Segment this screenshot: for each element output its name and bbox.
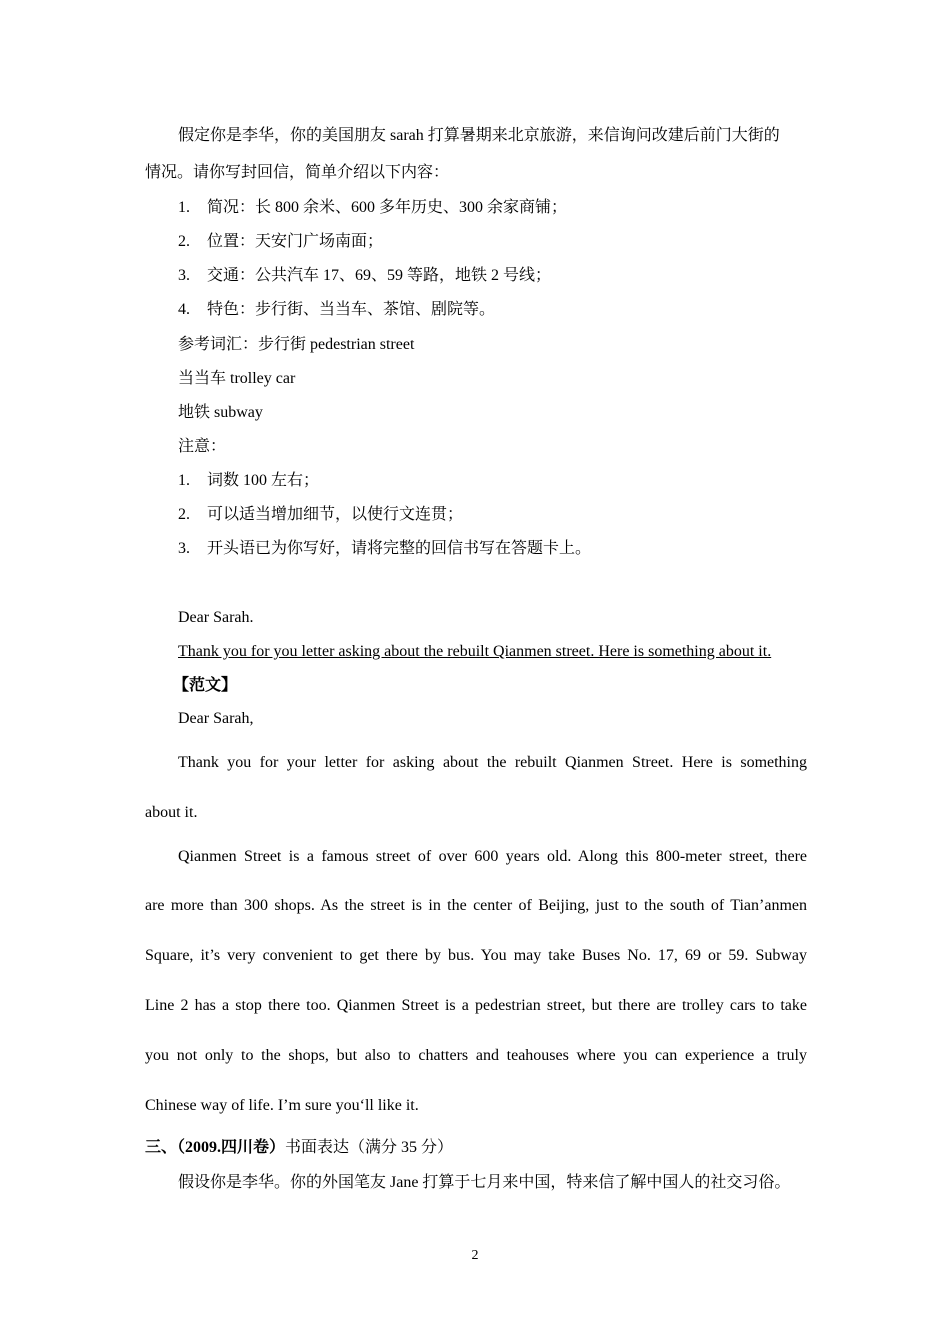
point-1 bbox=[178, 198, 807, 218]
intro-line-1: 假定你是李华，你的美国朋友 sarah 打算暑期来北京旅游，来信询问改建后前门大街的 bbox=[178, 127, 780, 144]
point-number: 3. bbox=[178, 267, 190, 284]
point-number: 4. bbox=[178, 301, 190, 318]
opening-salutation: Dear Sarah. bbox=[178, 609, 254, 626]
sample-p1-line-2: about it. bbox=[145, 804, 198, 821]
notes-title: 注意： bbox=[178, 438, 227, 455]
point-2 bbox=[178, 232, 807, 252]
note-number: 2. bbox=[178, 506, 190, 523]
sample-p2-line-5: you not only to the shops, but also to chatters and teahouses where you can experience a truly bbox=[145, 1047, 807, 1064]
section3-line: 假设你是李华。你的外国笔友 Jane 打算于七月来中国，特来信了解中国人的社交习俗。 bbox=[178, 1174, 791, 1191]
point-number: 1. bbox=[178, 199, 190, 216]
note-1 bbox=[178, 471, 807, 491]
section3-rest: 书面表达（满分 35 分） bbox=[285, 1139, 454, 1156]
section3-heading bbox=[145, 1138, 807, 1158]
section3-prefix: 三、（2009.四川卷） bbox=[145, 1139, 286, 1156]
note-number: 1. bbox=[178, 472, 190, 489]
point-3 bbox=[178, 266, 807, 286]
note-3 bbox=[178, 539, 807, 559]
sample-p2-line-6: Chinese way of life. I’m sure you‘ll like it. bbox=[145, 1097, 419, 1114]
point-4 bbox=[178, 300, 807, 320]
page-number: 2 bbox=[471, 1248, 479, 1263]
point-number: 2. bbox=[178, 233, 190, 250]
sample-p2-line-2: are more than 300 shops. As the street is in the center of Beijing, just to the south of Tian’anmen bbox=[145, 897, 807, 914]
note-text: 词数 100 左右； bbox=[207, 472, 320, 489]
vocab-line-1: 参考词汇：步行街 pedestrian street bbox=[178, 336, 415, 353]
vocab-line-2: 当当车 trolley car bbox=[178, 370, 296, 387]
point-text: 特色：步行街、当当车、茶馆、剧院等。 bbox=[207, 301, 496, 318]
sample-p2-line-3: Square, it’s very convenient to get there by bus. You may take Buses No. 17, 69 or 59. Subway bbox=[145, 947, 807, 964]
opening-line: Thank you for you letter asking about the rebuilt Qianmen street. Here is something about it. bbox=[178, 643, 772, 660]
note-text: 开头语已为你写好，请将完整的回信书写在答题卡上。 bbox=[207, 540, 592, 557]
vocab-line-3: 地铁 subway bbox=[178, 404, 263, 421]
sample-label: 【范文】 bbox=[173, 677, 238, 694]
sample-p2-line-4: Line 2 has a stop there too. Qianmen Street is a pedestrian street, but there are trolley cars to take bbox=[145, 997, 807, 1014]
point-text: 简况：长 800 余米、600 多年历史、300 余家商铺； bbox=[207, 199, 568, 216]
point-text: 位置：天安门广场南面； bbox=[207, 233, 384, 250]
intro-line-2: 情况。请你写封回信，简单介绍以下内容： bbox=[145, 164, 450, 181]
note-text: 可以适当增加细节，以使行文连贯； bbox=[207, 506, 464, 523]
note-2 bbox=[178, 505, 807, 525]
point-text: 交通：公共汽车 17、69、59 等路，地铁 2 号线； bbox=[207, 267, 552, 284]
sample-salutation: Dear Sarah, bbox=[178, 710, 254, 727]
note-number: 3. bbox=[178, 540, 190, 557]
sample-p2-line-1: Qianmen Street is a famous street of over 600 years old. Along this 800-meter street, there bbox=[178, 848, 807, 865]
sample-p1-line-1: Thank you for your letter for asking about the rebuilt Qianmen Street. Here is something bbox=[178, 754, 807, 771]
